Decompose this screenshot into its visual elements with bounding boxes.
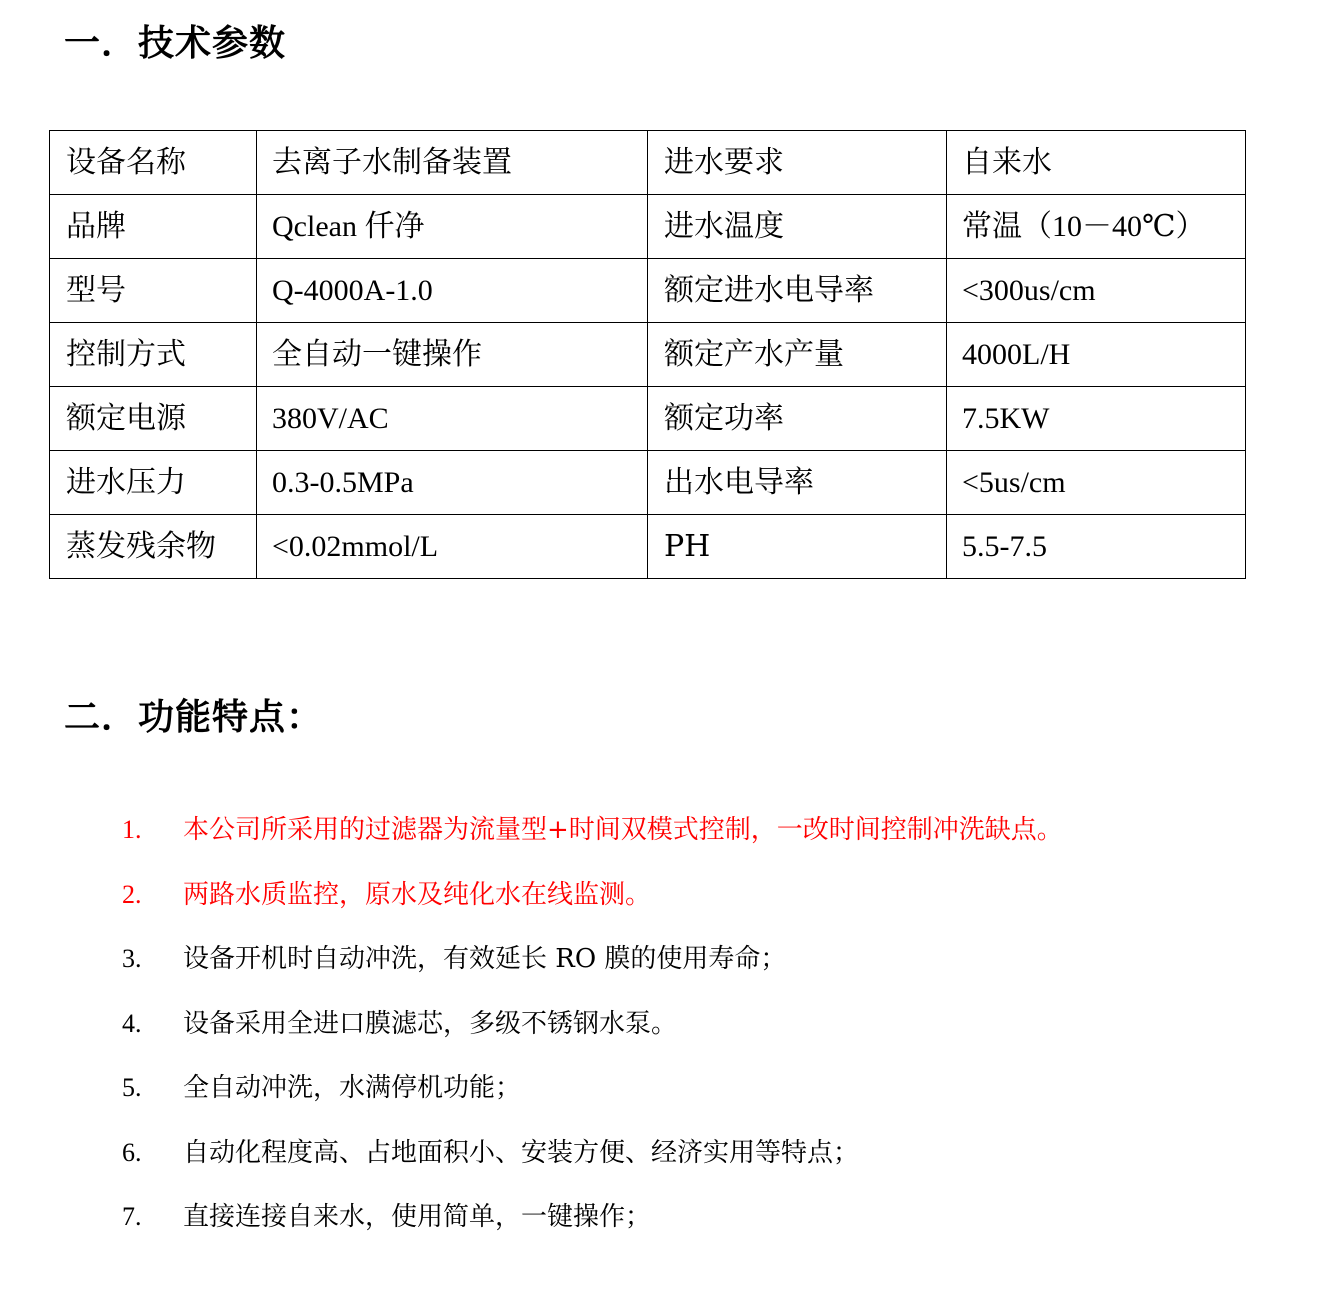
- spec-value: 4000L/H: [947, 323, 1246, 387]
- spec-label: 额定进水电导率: [648, 259, 947, 323]
- table-row: [50, 259, 1246, 323]
- list-item-number: 3.: [122, 944, 142, 973]
- spec-value: 5.5-7.5: [947, 515, 1246, 579]
- list-item-text: 全自动冲洗，水满停机功能；: [183, 1073, 522, 1103]
- list-item-text: 本公司所采用的过滤器为流量型+时间双模式控制，一改时间控制冲洗缺点。: [183, 815, 1063, 845]
- spec-value: <300us/cm: [947, 259, 1246, 323]
- table-row: [50, 323, 1246, 387]
- table-row: [50, 387, 1246, 451]
- spec-label: 额定产水产量: [648, 323, 947, 387]
- feature-list: [122, 806, 1063, 1258]
- spec-label: 型号: [50, 259, 257, 323]
- list-item: [122, 1129, 1063, 1194]
- list-item-number: 6.: [122, 1137, 142, 1167]
- list-item: [122, 1000, 1063, 1065]
- spec-value: <0.02mmol/L: [257, 515, 648, 579]
- spec-label: 控制方式: [50, 323, 257, 387]
- list-item-text: 设备开机时自动冲洗，有效延长 RO 膜的使用寿命；: [183, 944, 787, 974]
- spec-value: 7.5KW: [947, 387, 1246, 451]
- table-row: [50, 131, 1246, 195]
- spec-table: [49, 130, 1246, 579]
- spec-label: 进水压力: [50, 451, 257, 515]
- list-item-number: 2.: [122, 879, 142, 909]
- list-item: [122, 806, 1063, 871]
- spec-label: 品牌: [50, 195, 257, 259]
- spec-label: 进水温度: [648, 195, 947, 259]
- list-item: [122, 1064, 1063, 1129]
- section-heading-features: 二．功能特点：: [64, 697, 324, 738]
- list-item-number: 7.: [122, 1202, 142, 1231]
- list-item: [122, 935, 1063, 1000]
- list-item-text: 设备采用全进口膜滤芯，多级不锈钢水泵。: [183, 1008, 678, 1039]
- list-item: [122, 871, 1063, 936]
- spec-label: 额定功率: [648, 387, 947, 451]
- list-item-text: 自动化程度高、占地面积小、安装方便、经济实用等特点；: [183, 1137, 860, 1168]
- table-row: [50, 195, 1246, 259]
- spec-value: 常温（10－40℃）: [947, 195, 1246, 259]
- spec-label: PH: [648, 515, 947, 579]
- list-item-text: 两路水质监控，原水及纯化水在线监测。: [183, 879, 652, 910]
- section-heading-technical-parameters: 一．技术参数: [64, 23, 287, 64]
- spec-value: 自来水: [947, 131, 1246, 195]
- spec-value: 全自动一键操作: [257, 323, 648, 387]
- spec-label: 蒸发残余物: [50, 515, 257, 579]
- spec-label: 设备名称: [50, 131, 257, 195]
- list-item-number: 4.: [122, 1008, 142, 1038]
- spec-value: 去离子水制备装置: [257, 131, 648, 195]
- spec-label: 进水要求: [648, 131, 947, 195]
- spec-value: 380V/AC: [257, 387, 648, 451]
- table-row: [50, 515, 1246, 579]
- spec-value: 0.3-0.5MPa: [257, 451, 648, 515]
- spec-value: Qclean 仟净: [257, 195, 648, 259]
- list-item-number: 1.: [122, 815, 142, 844]
- list-item-text: 直接连接自来水，使用简单，一键操作；: [183, 1202, 652, 1232]
- spec-label: 额定电源: [50, 387, 257, 451]
- spec-label: 出水电导率: [648, 451, 947, 515]
- spec-value: <5us/cm: [947, 451, 1246, 515]
- table-row: [50, 451, 1246, 515]
- list-item-number: 5.: [122, 1073, 142, 1102]
- spec-value: Q-4000A-1.0: [257, 259, 648, 323]
- list-item: [122, 1193, 1063, 1258]
